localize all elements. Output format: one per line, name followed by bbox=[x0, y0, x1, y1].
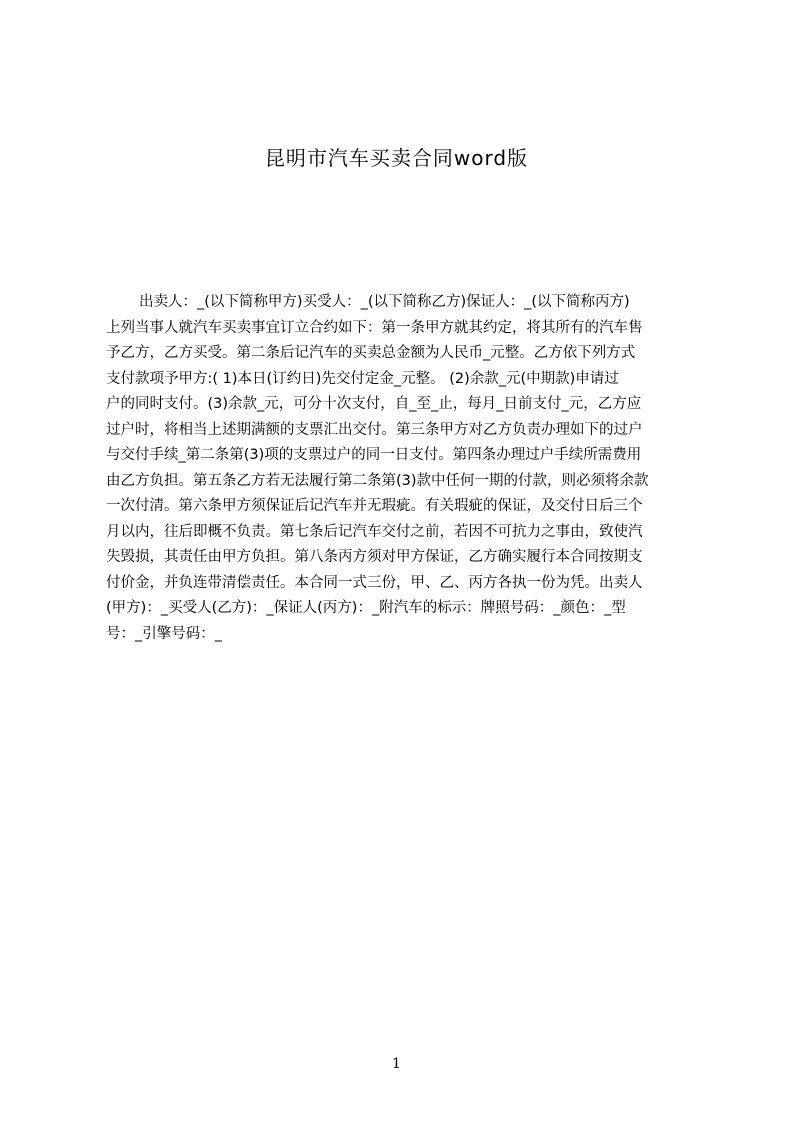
body-line: 过户时，将相当上述期满额的支票汇出交付。第三条甲方对乙方负责办理如下的过户 bbox=[106, 421, 643, 438]
body-line: 失毁损，其责任由甲方负担。第八条丙方须对甲方保证，乙方确实履行本合同按期支 bbox=[106, 549, 643, 565]
document-title: 昆明市汽车买卖合同word版 bbox=[264, 146, 529, 170]
body-line: 由乙方负担。第五条乙方若无法履行第二条第(3)款中任何一期的付款，则必须将余款 bbox=[106, 472, 649, 489]
body-line: 一次付清。第六条甲方须保证后记汽车并无瑕疵。有关瑕疵的保证，及交付日后三个 bbox=[106, 498, 643, 514]
body-line: 予乙方，乙方买受。第二条后记汽车的买卖总金额为人民币_元整。乙方依下列方式 bbox=[106, 345, 636, 361]
body-line: 支付款项予甲方:( 1)本日(订约日)先交付定金_元整。 (2)余款_元(中期款)申请过 bbox=[106, 370, 619, 387]
body-line: 月以内，往后即概不负责。第七条后记汽车交付之前，若因不可抗力之事由，致使汽 bbox=[106, 523, 643, 540]
body-line: 与交付手续_第二条第(3)项的支票过户的同一日支付。第四条办理过户手续所需费用 bbox=[106, 447, 642, 463]
body-line: (甲方)：_买受人(乙方)：_保证人(丙方)：_附汽车的标示：牌照号码：_颜色：_型 bbox=[106, 600, 626, 616]
page-number: 1 bbox=[392, 1056, 401, 1072]
body-line: 户的同时支付。(3)余款_元，可分十次支付，自_至_止，每月_日前支付_元，乙方应 bbox=[106, 396, 642, 412]
body-line: 上列当事人就汽车买卖事宜订立合约如下：第一条甲方就其约定，将其所有的汽车售 bbox=[106, 319, 643, 336]
body-line: 号：_引擎号码：_ bbox=[106, 625, 222, 642]
body-line: 付价金，并负连带清偿责任。本合同一式三份，甲、乙、丙方各执一份为凭。出卖人 bbox=[106, 574, 643, 591]
contract-body bbox=[106, 290, 700, 647]
body-line: 出卖人：_(以下简称甲方)买受人：_(以下简称乙方)保证人：_(以下简称丙方) bbox=[139, 294, 630, 310]
